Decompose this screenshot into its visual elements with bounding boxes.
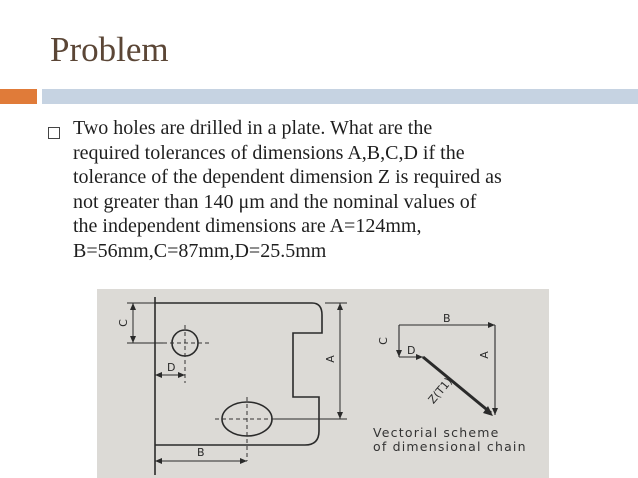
accent-bar [0,89,37,104]
dim-d-label: D [167,361,176,374]
scheme-b-label: B [443,312,451,325]
scheme-d-label: D [407,344,416,357]
statement-line-3: tolerance of the dependent dimension Z is required as [73,166,502,188]
title-rule [42,89,638,104]
scheme-a-label: A [478,351,491,359]
dim-b-label: B [197,446,205,459]
statement-line-2: required tolerances of dimensions A,B,C,D if the [73,141,465,164]
problem-statement [73,116,613,263]
scheme-c-label: C [377,337,390,345]
plate-drawing-svg [97,289,549,478]
scheme-caption-line-2: of dimensional chain [373,439,527,454]
scheme-caption-line-1: Vectorial scheme [373,425,500,440]
dim-a-label: A [324,355,337,363]
scheme-z-label: Z(T1) [425,375,455,407]
statement-line-4: not greater than 140 μm and the nominal values of [73,190,477,213]
statement-line-6: B=56mm,C=87mm,D=25.5mm [73,239,327,262]
plate-drawing-figure [97,289,549,478]
dim-c-label: C [117,319,130,327]
statement-line-1: Two holes are drilled in a plate. What are the [73,117,433,139]
statement-line-5: the independent dimensions are A=124mm, [73,215,422,237]
slide-title: Problem [50,30,169,69]
bullet-square-icon [48,127,60,139]
